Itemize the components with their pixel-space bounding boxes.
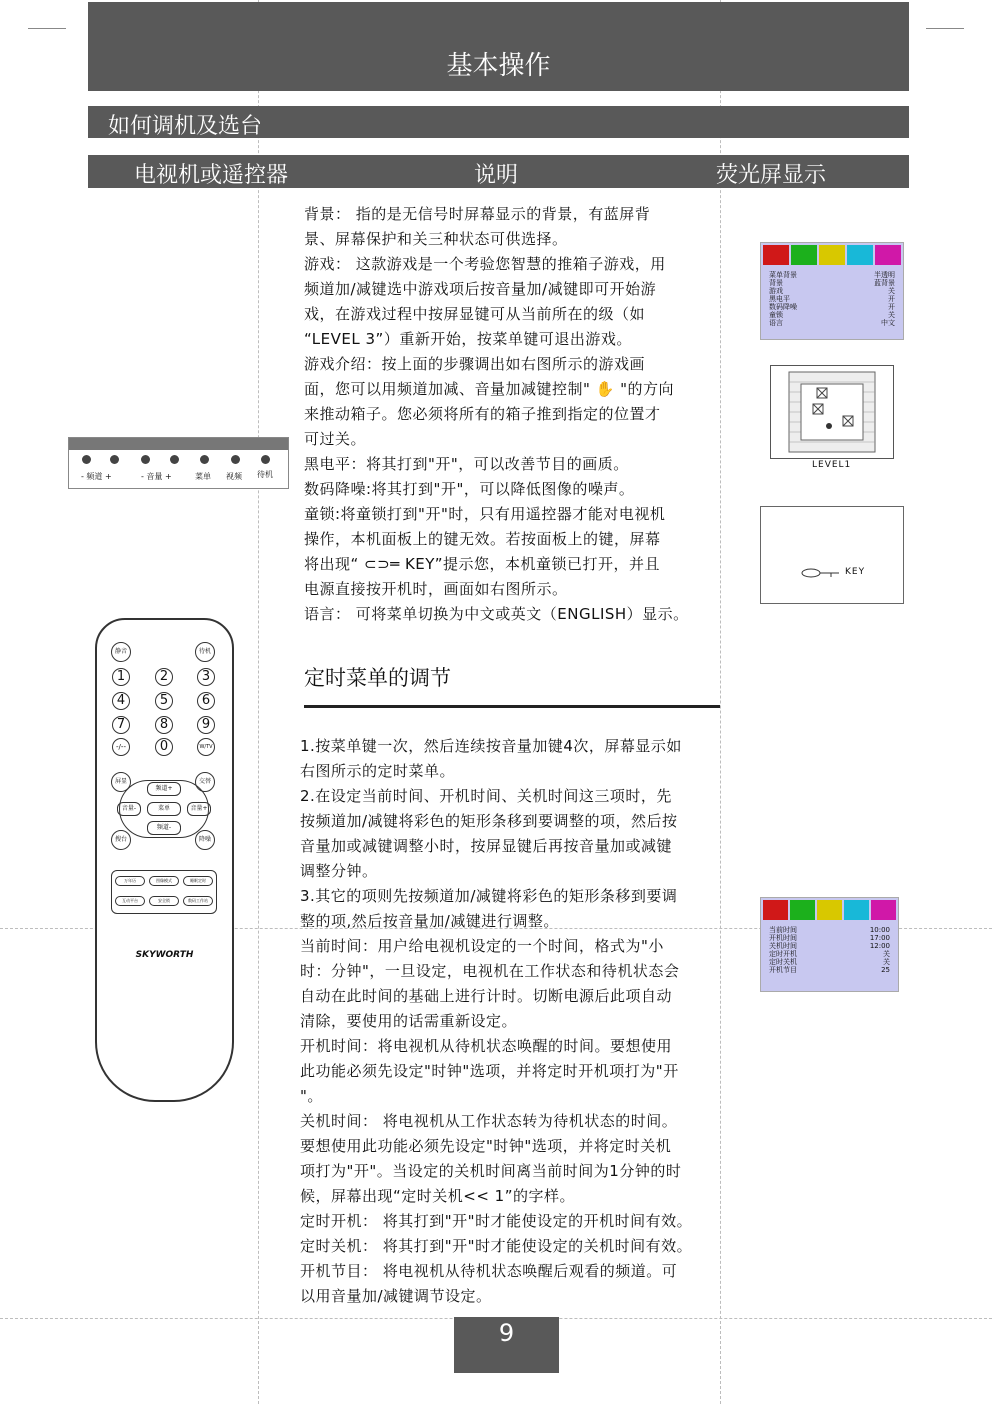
timer-line: 2.在设定当前时间、开机时间、关机时间这三项时，先	[300, 787, 672, 805]
remote-digit-0: 0	[155, 738, 173, 756]
section-title: 如何调机及选台	[108, 114, 263, 139]
column-header-bar	[88, 155, 909, 188]
osd-row-label: 关机时间	[769, 942, 797, 950]
remote-swap-button: 交替	[195, 772, 215, 792]
remote-control	[95, 618, 234, 1102]
timer-line: 音量加或减键调整小时，按屏显键后再按音量加或减键	[300, 837, 673, 855]
crop-mark	[926, 28, 964, 29]
osd-row-label: 菜单背景	[769, 271, 797, 279]
body-line: 童锁:将童锁打到"开"时，只有用遥控器才能对电视机	[304, 505, 666, 523]
osd-row-value: 关	[883, 950, 890, 958]
timer-title-rule	[304, 705, 720, 708]
remote-noise-button: 降噪	[195, 830, 215, 850]
osd-row-value: 蓝背景	[874, 279, 895, 287]
menu-function-icon	[844, 900, 869, 920]
body-line: 面，您可以用频道加减、音量加减键控制" ✋ "的方向	[304, 380, 675, 398]
menu-image-icon	[763, 245, 789, 265]
menu-channel-icon	[817, 900, 842, 920]
key-label: KEY	[845, 567, 866, 577]
body-line: 来推动箱子。您必须将所有的箱子推到指定的位置才	[304, 405, 661, 423]
timer-line: 定时关机： 将其打到"开"时才能使设定的关机时间有效。	[300, 1237, 693, 1255]
osd-row-value: 12:00	[869, 942, 890, 950]
osd-menu-screen	[760, 242, 904, 340]
timer-line: 自动在此时间的基础上进行计时。切断电源后此项自动	[300, 987, 673, 1005]
remote-digit-6: 6	[197, 692, 215, 710]
menu-image-icon	[763, 900, 788, 920]
page-title: 基本操作	[446, 51, 551, 81]
timer-line: 要想使用此功能必须先设定"时钟"选项，并将定时关机	[300, 1137, 672, 1155]
remote-digit-4: 4	[112, 692, 130, 710]
osd-row	[761, 319, 903, 327]
body-line: 电源直接按开机时，画面如右图所示。	[304, 580, 568, 598]
remote-brand-logo: SKYWORTH	[135, 950, 194, 960]
timer-line: 开机节目： 将电视机从待机状态唤醒后观看的频道。可	[300, 1262, 678, 1280]
column-middle-title: 说明	[474, 163, 519, 188]
game-screen	[770, 365, 894, 459]
page-number-box	[454, 1317, 559, 1373]
crop-mark	[28, 28, 66, 29]
timer-line: 1.按菜单键一次，然后连续按音量加键4次，屏幕显示如	[300, 737, 682, 755]
osd-row	[761, 303, 903, 311]
tv-front-panel	[68, 437, 289, 489]
body-line: 游戏介绍：按上面的步骤调出如右图所示的游戏画	[304, 355, 646, 373]
remote-menu-button: 菜单	[147, 802, 181, 816]
panel-button	[231, 455, 240, 464]
osd-row-label: 开机时间	[769, 934, 797, 942]
remote-ch-down-button: 频道-	[147, 821, 181, 835]
body-line: 背景： 指的是无信号时屏幕显示的背景，有蓝屏背	[304, 205, 651, 223]
osd-row-label: 数码降噪	[769, 303, 797, 311]
panel-button	[200, 455, 209, 464]
body-line: 语言： 可将菜单切换为中文或英文（ENGLISH）显示。	[304, 605, 689, 623]
body-line: 将出现“ ⊂⊃═ KEY”提示您，本机童锁已打开，并且	[304, 555, 660, 573]
osd-row-value: 关	[888, 287, 895, 295]
osd-row-value: 半透明	[874, 271, 895, 279]
game-level-label: LEVEL1	[812, 460, 852, 470]
panel-button	[141, 455, 150, 464]
remote-digit-2: 2	[155, 668, 173, 686]
osd-row-label: 游戏	[769, 287, 783, 295]
timer-title: 定时菜单的调节	[304, 666, 451, 690]
osd-timer-screen	[760, 897, 899, 992]
panel-top-strip	[69, 438, 288, 450]
remote-f1-button: 万年历	[115, 876, 145, 886]
menu-function-icon	[847, 245, 873, 265]
osd-timer-rows	[761, 922, 898, 974]
timer-line: 时：分钟"，一旦设定，电视机在工作状态和待机状态会	[300, 962, 680, 980]
guide-line	[258, 0, 259, 1404]
body-line: 游戏： 这款游戏是一个考验您智慧的推箱子游戏，用	[304, 255, 666, 273]
header-bar	[88, 2, 909, 91]
osd-row-label: 当前时间	[769, 926, 797, 934]
osd-row-value: 开	[888, 295, 895, 303]
osd-row	[761, 271, 903, 279]
body-line: 景、屏幕保护和关三种状态可供选择。	[304, 230, 568, 248]
body-line: 黑电平：将其打到"开"，可以改善节目的画质。	[304, 455, 629, 473]
panel-button	[82, 455, 91, 464]
key-lock-screen	[760, 506, 904, 604]
section-bar	[88, 106, 909, 138]
remote-digit-1: 1	[112, 668, 130, 686]
key-icon	[801, 567, 841, 579]
panel-button	[170, 455, 179, 464]
remote-power-button: 待机	[195, 642, 215, 662]
timer-line: 整的项,然后按音量加/减键进行调整。	[300, 912, 559, 930]
osd-row	[761, 287, 903, 295]
osd-row-value: 25	[881, 966, 890, 974]
osd-row-value: 17:00	[869, 934, 890, 942]
panel-button	[110, 455, 119, 464]
remote-digit-9: 9	[197, 716, 215, 734]
body-line: 频道加/减键选中游戏项后按音量加/减键即可开始游	[304, 280, 657, 298]
remote-f2-button: 图像模式	[149, 876, 179, 886]
panel-label-menu: 菜单	[195, 472, 211, 481]
osd-row	[761, 958, 898, 966]
remote-vol-up-button: 音量+	[187, 802, 211, 816]
timer-line: 此功能必须先设定"时钟"选项，并将定时开机项打为"开	[300, 1062, 679, 1080]
osd-row	[761, 934, 898, 942]
osd-icon-bar	[761, 243, 903, 267]
osd-row	[761, 295, 903, 303]
panel-label-standby: 待机	[257, 470, 273, 479]
osd-row	[761, 942, 898, 950]
osd-row-label: 语言	[769, 319, 783, 327]
remote-f4-button: 互动平台	[115, 896, 145, 906]
body-line: 操作，本机面板上的键无效。若按面板上的键，屏幕	[304, 530, 661, 548]
remote-digit-8: 8	[155, 716, 173, 734]
osd-row-label: 背景	[769, 279, 783, 287]
osd-row-label: 定时关机	[769, 958, 797, 966]
osd-row	[761, 966, 898, 974]
column-left-title: 电视机或遥控器	[134, 163, 289, 188]
remote-ch-up-button: 频道+	[147, 782, 181, 796]
remote-f5-button: 安全锁	[149, 896, 179, 906]
panel-button	[261, 455, 270, 464]
body-line: “LEVEL 3”）重新开始，按菜单键可退出游戏。	[304, 330, 632, 348]
remote-digit-5: 5	[155, 692, 173, 710]
timer-line: 以用音量加/减键调节设定。	[300, 1287, 492, 1305]
menu-channel-icon	[819, 245, 845, 265]
body-line: 戏，在游戏过程中按屏显键可从当前所在的级（如	[304, 305, 646, 323]
timer-line: 调整分钟。	[300, 862, 378, 880]
osd-row	[761, 926, 898, 934]
timer-line: 项打为"开"。当设定的关机时间离当前时间为1分钟的时	[300, 1162, 682, 1180]
osd-row-value: 关	[883, 958, 890, 966]
osd-row	[761, 279, 903, 287]
timer-line: 当前时间：用户给电视机设定的一个时间，格式为"小	[300, 937, 664, 955]
remote-digit-7: 7	[112, 716, 130, 734]
timer-line: 清除，要使用的话需重新设定。	[300, 1012, 518, 1030]
guide-line	[720, 0, 721, 1404]
menu-sound-icon	[791, 245, 817, 265]
timer-line: 关机时间： 将电视机从工作状态转为待机状态的时间。	[300, 1112, 678, 1130]
osd-row	[761, 950, 898, 958]
body-line: 数码降噪:将其打到"开"，可以降低图像的噪声。	[304, 480, 635, 498]
timer-line: 3.其它的项则先按频道加/减键将彩色的矩形条移到要调	[300, 887, 678, 905]
osd-row-value: 开	[888, 303, 895, 311]
osd-row-value: 10:00	[869, 926, 890, 934]
menu-timer-icon	[875, 245, 901, 265]
menu-sound-icon	[790, 900, 815, 920]
body-line: 可过关。	[304, 430, 367, 448]
remote-tuning-button: 搜台	[111, 830, 131, 850]
osd-row-label: 童锁	[769, 311, 783, 319]
osd-row-value: 中文	[881, 319, 895, 327]
remote-mute-button: 静音	[111, 642, 131, 662]
remote-f6-button: 数码工作站	[183, 896, 213, 906]
column-right-title: 荧光屏显示	[716, 163, 827, 188]
panel-label-channel: - 频道 +	[81, 472, 112, 481]
page-number: 9	[498, 1319, 515, 1347]
osd-row-label: 黑电平	[769, 295, 790, 303]
remote-f3-button: 睡眠定时	[183, 876, 213, 886]
game-board	[771, 366, 893, 458]
remote-vol-down-button: 音量-	[117, 802, 141, 816]
osd-icon-bar	[761, 898, 898, 922]
timer-line: "。	[300, 1087, 323, 1105]
timer-line: 按频道加/减键将彩色的矩形条移到要调整的项，然后按	[300, 812, 678, 830]
remote-dash-button: -/--	[112, 738, 130, 756]
osd-row-label: 定时开机	[769, 950, 797, 958]
remote-digit-3: 3	[197, 668, 215, 686]
timer-line: 右图所示的定时菜单。	[300, 762, 456, 780]
osd-row-value: 关	[888, 311, 895, 319]
timer-line: 候，屏幕出现“定时关机<< 1”的字样。	[300, 1187, 575, 1205]
panel-label-av: 视频	[226, 472, 242, 481]
panel-label-volume: - 音量 +	[141, 472, 172, 481]
remote-screen-button: 屏显	[111, 772, 131, 792]
timer-line: 开机时间：将电视机从待机状态唤醒的时间。要想使用	[300, 1037, 673, 1055]
osd-menu-rows	[761, 267, 903, 327]
timer-line: 定时开机： 将其打到"开"时才能使设定的开机时间有效。	[300, 1212, 693, 1230]
osd-row	[761, 311, 903, 319]
remote-wtv-button: W/TV	[197, 738, 215, 756]
osd-row-label: 开机节目	[769, 966, 797, 974]
menu-timer-icon	[871, 900, 896, 920]
